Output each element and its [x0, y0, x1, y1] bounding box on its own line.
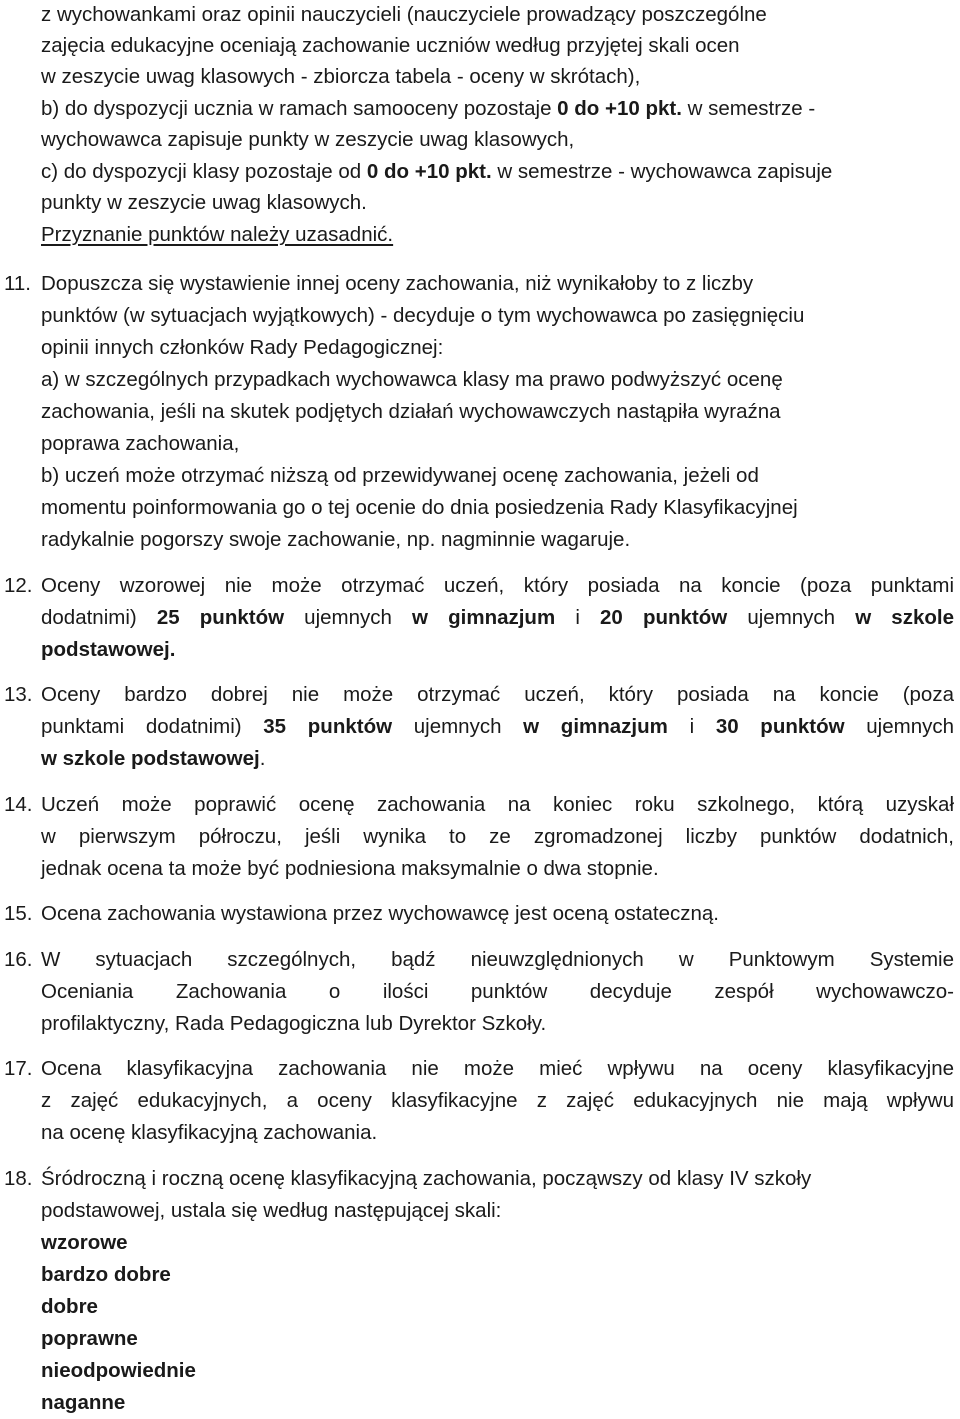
text-line: punktów (w sytuacjach wyjątkowych) - decyduje o tym wychowawca po zasięgnięciu [41, 304, 805, 327]
text-line: radykalnie pogorszy swoje zachowanie, np. nagminnie wagaruje. [41, 528, 631, 551]
text-line: b) uczeń może otrzymać niższą od przewidywanej ocenę zachowania, jeżeli od [41, 464, 759, 487]
text-line: punkty w zeszycie uwag klasowych. [41, 191, 367, 214]
text-line: z zajęć edukacyjnych, a oceny klasyfikacyjne z zajęć edukacyjnych nie mają wpływu [41, 1089, 954, 1112]
grade-scale-item: poprawne [41, 1327, 138, 1350]
text-line: c) do dyspozycji klasy pozostaje od 0 do +10 pkt. w semestrze - wychowawca zapisuje [41, 160, 833, 183]
paragraph-number: 17. [4, 1057, 33, 1080]
paragraph-number: 18. [4, 1167, 33, 1190]
text-line: opinii innych członków Rady Pedagogicznej: [41, 336, 444, 359]
text-line: W sytuacjach szczególnych, bądź nieuwzględnionych w Punktowym Systemie [41, 948, 954, 971]
text-line: podstawowej, ustala się według następującej skali: [41, 1199, 502, 1222]
text-line: momentu poinformowania go o tej ocenie do dnia posiedzenia Rady Klasyfikacyjnej [41, 496, 798, 519]
paragraph-number: 12. [4, 574, 33, 597]
text-line: zajęcia edukacyjne oceniają zachowanie uczniów według przyjętej skali ocen [41, 34, 740, 57]
text-line: Ocena klasyfikacyjna zachowania nie może mieć wpływu na oceny klasyfikacyjne [41, 1057, 954, 1080]
paragraph-number: 15. [4, 902, 33, 925]
paragraph-number: 14. [4, 793, 33, 816]
text-line: jednak ocena ta może być podniesiona maksymalnie o dwa stopnie. [41, 857, 659, 880]
grade-scale-item: dobre [41, 1295, 98, 1318]
paragraph-number: 13. [4, 683, 33, 706]
text-line: Uczeń może poprawić ocenę zachowania na koniec roku szkolnego, którą uzyskał [41, 793, 954, 816]
text-line: w zeszycie uwag klasowych - zbiorcza tabela - oceny w skrótach), [41, 65, 641, 88]
text-line: Dopuszcza się wystawienie innej oceny zachowania, niż wynikałoby to z liczby [41, 272, 754, 295]
text-line: profilaktyczny, Rada Pedagogiczna lub Dyrektor Szkoły. [41, 1012, 547, 1035]
grade-scale-item: nieodpowiednie [41, 1359, 196, 1382]
text-line: na ocenę klasyfikacyjną zachowania. [41, 1121, 378, 1144]
text-line: punktami dodatnimi) 35 punktów ujemnych w gimnazjum i 30 punktów ujemnych [41, 715, 954, 738]
text-line: dodatnimi) 25 punktów ujemnych w gimnazjum i 20 punktów ujemnych w szkole [41, 606, 954, 629]
text-line: z wychowankami oraz opinii nauczycieli (nauczyciele prowadzący poszczególne [41, 3, 767, 26]
text-line: Oceny bardzo dobrej nie może otrzymać uczeń, który posiada na koncie (poza [41, 683, 954, 706]
paragraph-number: 16. [4, 948, 33, 971]
text-line: podstawowej. [41, 638, 176, 661]
grade-scale-item: bardzo dobre [41, 1263, 171, 1286]
grade-scale-item: wzorowe [41, 1231, 128, 1254]
text-line: wychowawca zapisuje punkty w zeszycie uwag klasowych, [41, 128, 575, 151]
grade-scale-item: naganne [41, 1391, 126, 1414]
text-line: Oceniania Zachowania o ilości punktów decyduje zespół wychowawczo- [41, 980, 954, 1003]
text-line: w pierwszym półroczu, jeśli wynika to ze zgromadzonej liczby punktów dodatnich, [41, 825, 954, 848]
text-line: poprawa zachowania, [41, 432, 240, 455]
text-line: zachowania, jeśli na skutek podjętych działań wychowawczych nastąpiła wyraźna [41, 400, 781, 423]
text-line: b) do dyspozycji ucznia w ramach samooceny pozostaje 0 do +10 pkt. w semestrze - [41, 97, 816, 120]
justification-note: Przyznanie punktów należy uzasadnić. [41, 223, 394, 246]
text-line: w szkole podstawowej. [41, 747, 266, 770]
paragraph-number: 11. [4, 272, 31, 295]
text-line: Ocena zachowania wystawiona przez wychowawcę jest oceną ostateczną. [41, 902, 719, 925]
text-line: Oceny wzorowej nie może otrzymać uczeń, który posiada na koncie (poza punktami [41, 574, 954, 597]
text-line: a) w szczególnych przypadkach wychowawca klasy ma prawo podwyższyć ocenę [41, 368, 783, 391]
text-line: Śródroczną i roczną ocenę klasyfikacyjną zachowania, począwszy od klasy IV szkoły [41, 1167, 812, 1190]
